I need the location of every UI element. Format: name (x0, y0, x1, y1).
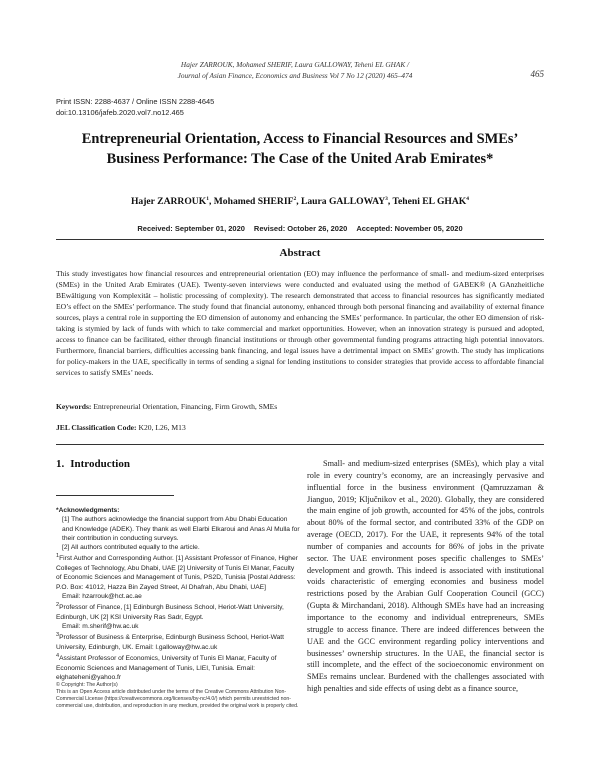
submission-dates (0, 224, 600, 233)
introduction-body (307, 458, 544, 695)
section-title: Introduction (70, 458, 130, 470)
abstract-body: This study investigates how financial resources and entrepreneurial orientation (EO) may influence the performance of small- and medium-sized enterprises (SMEs) in the United Arab Emirates (UAE). Twenty-seven interviews were conducted and evaluated using the method of GABEK® (A GAnzheitliche BEwältigung von Komplexität – holistic processing of complexity). The research demonstrated that access to financial resources has significantly mediated EO’s effect on the SMEs’ performance. The study found that financial autonomy, enhanced through both personal financing and availability of external finance sources, plays a central role in supporting the EO dimension of autonomy and enhancing the SMEs’ performance. In particular, the other EO dimension of risk-taking is stymied by lack of funds with which to take commercial and market opportunities. However, when an innovation strategy is pursued and adopted, access to finance can be facilitated, either through financial institutions or through other governmental funding programs attracting high potential innovators. Furthermore, financial barriers, difficulties accessing bank financing, and legal issues have a detrimental impact on SMEs’ growth. The study has implications for policy-makers in the UAE, specifically in terms of sending a signal for lending institutions to consider strategies that provide access to affordable financial services to satisfy SMEs’ needs. (56, 269, 544, 378)
issn-block (56, 97, 214, 118)
section-heading-introduction (56, 458, 130, 470)
affiliation-3-text: Professor of Business & Enterprise, Edinburgh Business School, Heriot-Watt University, Edinburgh, UK. Email: l.galloway@hw.ac.uk (56, 634, 284, 651)
affiliation-mark: 1 (56, 553, 60, 560)
affiliation-1-text: First Author and Corresponding Author. [1] Assistant Professor of Finance, Higher Colleges of Technology, Abu Dhabi, UAE [2] University of Tunis El Manar, Faculty of Economic Sciences and Management of Tunis, PS2D, Tunisia [Postal Address: P.O. Box: 41012, Hazza Bin Zayed Street, Al Dhafrah, Abu Dhabi, UAE] (56, 555, 298, 591)
keywords-value: Entrepreneurial Orientation, Financing, Firm Growth, SMEs (93, 402, 278, 411)
issn-line: Print ISSN: 2288-4637 / Online ISSN 2288-4645 (56, 97, 215, 106)
abstract-heading: Abstract (279, 247, 321, 259)
author-name: Laura GALLOWAY (300, 196, 386, 207)
copyright-notice (56, 682, 300, 710)
paper-title (40, 129, 560, 169)
author-separator: , (208, 196, 214, 207)
abstract-top-rule (56, 239, 544, 240)
affiliation-4 (56, 652, 300, 682)
acknowledgment-1: [1] The authors acknowledge the financial support from Abu Dhabi Education and Knowledge (ADEK). They thank as well Elarbi Elkaroui and Anas Al Mulla for their contribution in conducting surveys. (62, 516, 300, 542)
author-affiliation-mark: 3 (385, 195, 388, 202)
author-list (0, 196, 600, 207)
revised-date: Revised: October 26, 2020 (253, 224, 348, 233)
affiliation-mark: 2 (56, 602, 60, 609)
author-affiliation-mark: 4 (466, 195, 470, 202)
doi-line: doi:10.13106/jafeb.2020.vol7.no12.465 (56, 107, 184, 117)
affiliation-2-text: Professor of Finance, [1] Edinburgh Business School, Heriot-Watt University, Edinburgh, UK [2] KSI University Ras Sadr, Egypt. (56, 604, 284, 621)
affiliation-4-text: Assistant Professor of Economics, University of Tunis El Manar, Faculty of Economic Sciences and Management of Tunis, LIEI, Tunisia. Email: elghateheni@yahoo.fr (56, 655, 277, 681)
author-separator: , (387, 196, 393, 207)
acknowledgments-heading: *Acknowledgments: (56, 507, 120, 514)
introduction-paragraph: Small- and medium-sized enterprises (SMEs), which play a vital role in every country’s economy, are an increasingly pervasive and influential force in the business environment (Qamruzzaman & Jianguo, 2019; Ključnikov et al., 2020). Globally, they are considered the main engine of job growth, accounted for 45% of the jobs, controls about 80% of the formal sector, and contributed 33% of the GDP on average (OECD, 2017). For the UAE, it represents 94% of the total number of companies and accounts for 86% of jobs in the private sector. The UAE environment poses specific challenges to SMEs’ development and growth. This indeed is associated with institutional voids characteristic of emerging economies and business model restrictions posed by the Arabian Gulf Cooperation Council (GCC) (Gupta & Mirchandani, 2018). Although SMEs have had an increasing importance to the economy and individual entrepreneurs, SMEs struggle to access finance. There are indeed differences between the UAE and the GCC environment regarding policy interventions and businesses’ ownership structures. In the UAE, the financial sector is still incomplete, and the effect of the socioeconomic environment on SMEs remains unclear. Burdened with the challenges associated with high penalties and side effects of using debt as a finance source, (307, 459, 544, 694)
affiliation-1-email: Email: hzarrouk@hct.ac.ae (62, 592, 142, 600)
author-affiliation-mark: 2 (293, 195, 297, 202)
footnote-rule (56, 495, 174, 496)
author-name: Hajer ZARROUK (130, 196, 207, 207)
affiliation-mark: 3 (56, 632, 60, 639)
footnotes (56, 506, 300, 682)
paper-title-line-1: Entrepreneurial Orientation, Access to Financial Resources and SMEs’ (81, 131, 519, 147)
jel-value: K20, L26, M13 (138, 423, 186, 432)
author-affiliation-mark: 1 (206, 195, 209, 202)
running-head-journal: Journal of Asian Finance, Economics and Business Vol 7 No 12 (2020) 465–474 (177, 70, 413, 80)
received-date: Received: September 01, 2020 (137, 224, 245, 233)
affiliation-3 (56, 631, 300, 652)
paper-title-line-2: Business Performance: The Case of the United Arab Emirates* (106, 151, 494, 167)
jel-classification (56, 423, 544, 432)
affiliation-mark: 4 (56, 653, 60, 660)
accepted-date: Accepted: November 05, 2020 (356, 224, 463, 233)
author-name: Mohamed SHERIF (213, 196, 294, 207)
abstract-bottom-rule (56, 444, 544, 445)
section-number: 1. (56, 458, 65, 470)
author-separator: , (296, 196, 301, 207)
running-head-authors: Hajer ZARROUK, Mohamed SHERIF, Laura GALLOWAY, Teheni EL GHAK / (180, 60, 410, 69)
affiliation-1 (56, 552, 300, 591)
copyright-line: © Copyright: The Author(s) (56, 682, 118, 688)
page-number: 465 (530, 69, 544, 79)
keywords (56, 402, 544, 411)
running-head (130, 60, 460, 81)
jel-label: JEL Classification Code: (56, 423, 137, 432)
affiliation-2-email: Email: m.sherif@hw.ac.uk (62, 623, 139, 630)
affiliation-2 (56, 601, 300, 622)
acknowledgment-2: [2] All authors contributed equally to the article. (62, 544, 200, 552)
author-name: Teheni EL GHAK (392, 196, 467, 207)
license-text: This is an Open Access article distributed under the terms of the Creative Commons Attribution Non-Commercial License (https://creativecommons.org/licenses/by-nc/4.0/) which permits unrestricted non-commercial use, distribution, and reproduction in any medium, provided the original work is properly cited. (56, 688, 299, 709)
keywords-label: Keywords: (56, 402, 92, 411)
